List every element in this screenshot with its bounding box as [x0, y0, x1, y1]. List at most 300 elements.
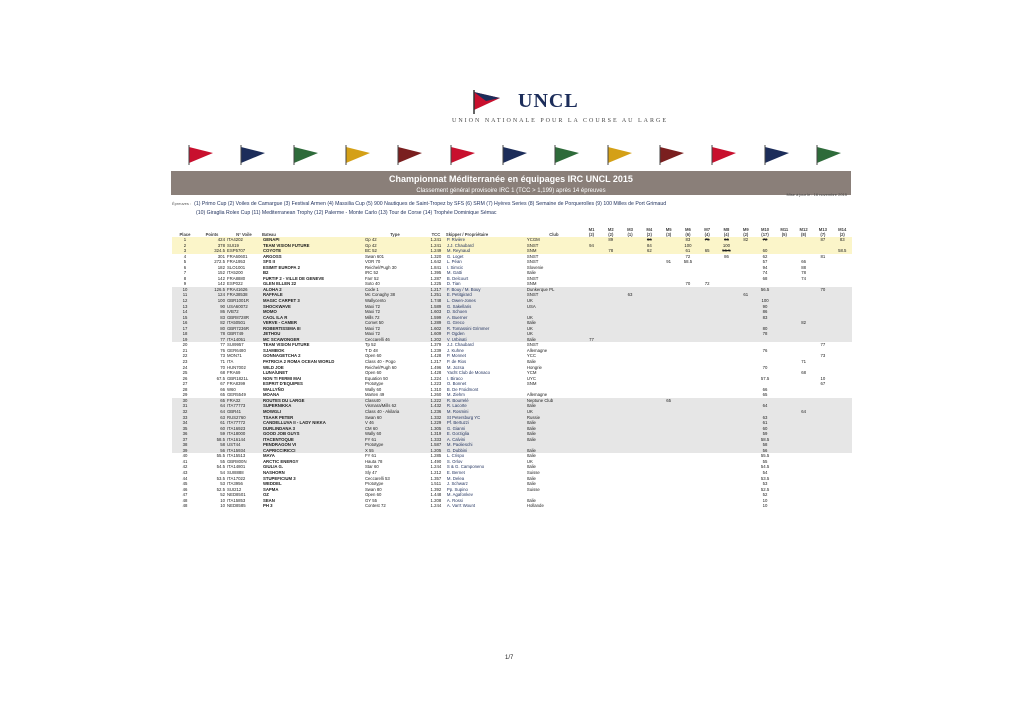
table-cell: MOMO — [262, 309, 364, 315]
uncl-logo — [452, 88, 668, 128]
score-cell — [794, 503, 813, 509]
table-cell: Italie — [526, 453, 536, 459]
table-cell: 8 — [183, 275, 187, 281]
table-cell: Tp 52 — [364, 342, 376, 348]
table-cell: 378 — [198, 243, 226, 249]
score-cell: 57 — [762, 259, 768, 265]
score-cell: 58 — [755, 442, 774, 448]
table-cell: 54.5 — [216, 464, 225, 470]
column-header: M14 (2) — [838, 227, 847, 237]
table-cell: 30 — [172, 398, 198, 404]
table-cell: 83 — [198, 315, 226, 321]
table-cell: 37 — [172, 437, 198, 443]
table-cell: 1.244 — [430, 503, 442, 509]
sponsor-logo-icon — [708, 143, 740, 167]
table-cell: ESIMIT EUROPA 2 — [262, 264, 300, 270]
table-cell: 71 — [220, 359, 225, 365]
table-cell: 3 — [172, 248, 198, 254]
table-cell: 14 — [172, 309, 198, 315]
table-cell: SJAMBOK — [262, 347, 285, 353]
table-cell: 1.217 — [430, 359, 442, 365]
table-cell: Italie — [526, 464, 536, 470]
table-cell: 1.287 — [430, 275, 442, 281]
table-cell: CANDELLUVA II - LADY NIKKA — [262, 420, 364, 426]
table-cell: V. Urbinati — [446, 337, 526, 343]
table-cell: STUPEFICIUM 3 — [262, 475, 296, 481]
score-cell: 70 — [762, 364, 768, 370]
score-cell: 87 — [813, 237, 832, 243]
sponsor-logo-icon — [394, 143, 426, 167]
table-cell: Code 1 — [364, 287, 426, 293]
sponsor-logo-icon — [551, 143, 583, 167]
score-cell: 84 — [640, 243, 659, 249]
table-cell: 1.208 — [430, 497, 442, 503]
table-cell: G. Greco — [446, 320, 526, 326]
table-cell: RUS2760 — [226, 415, 262, 421]
table-cell: Class 40 - Akilaria — [364, 409, 426, 415]
table-cell: SUI19 — [226, 243, 262, 249]
table-cell: GBR1001R — [226, 298, 262, 304]
table-cell: FRA8399 — [226, 381, 246, 387]
table-cell: 17 — [172, 326, 198, 332]
table-cell: E. Bernet — [446, 469, 465, 475]
column-header: M4 (2) — [646, 227, 653, 237]
table-cell: 1.332 — [426, 415, 446, 421]
table-cell: ROBERTISSIMA III — [262, 326, 364, 332]
score-cell: 59 — [755, 431, 774, 437]
score-cell: 74 — [762, 270, 768, 276]
table-cell: Equation 50 — [364, 375, 388, 381]
table-cell: 73 — [220, 353, 225, 359]
table-cell: UK — [526, 315, 582, 321]
table-cell: 1.432 — [426, 403, 446, 409]
table-cell: FRA69 — [226, 370, 241, 376]
table-cell: 1.511 — [430, 481, 442, 487]
table-cell: Pf. Bertuzzi — [446, 420, 526, 426]
table-cell: 6 — [183, 264, 187, 270]
table-cell: 100 — [198, 298, 226, 304]
table-cell: GBR749 — [226, 331, 262, 337]
score-cell: 64 — [794, 409, 813, 415]
table-cell: SFS II — [262, 259, 275, 265]
table-cell: 1.609 — [426, 331, 446, 337]
table-cell: 1.395 — [430, 270, 442, 276]
table-cell: 1.251 — [426, 292, 446, 298]
sponsor-logo-icon — [604, 143, 636, 167]
table-cell: 32 — [172, 409, 198, 415]
table-cell: I. Biraco — [446, 375, 463, 381]
score-cell: 65 — [698, 248, 717, 254]
table-cell: 324.5 — [198, 248, 226, 254]
table-cell: OZ — [262, 492, 269, 498]
page-subtitle: Classement général provisoire IRC 1 (TCC > 1,199) après 14 épreuves — [171, 187, 851, 195]
table-cell: R. Lacorte — [446, 403, 526, 409]
table-cell: 10 — [172, 287, 198, 293]
events-legend — [172, 199, 852, 218]
table-cell: SUI9957 — [226, 342, 244, 348]
table-cell: SUPERNIKKA — [262, 403, 364, 409]
score-cell: 10 — [820, 375, 826, 381]
table-cell: SUI212 — [226, 486, 242, 492]
table-cell: FRA60601 — [226, 253, 248, 259]
table-cell: 16 — [172, 320, 198, 326]
score-cell: 86 — [724, 253, 729, 259]
score-cell: 64 — [755, 403, 774, 409]
table-cell: Reichel/Pugh 30 — [364, 264, 397, 270]
table-cell: Wally 60 — [364, 386, 382, 392]
table-cell: 80 — [198, 326, 226, 332]
sponsor-logo-icon — [761, 143, 793, 167]
table-cell: ITA14801 — [226, 464, 246, 470]
table-cell: E. Petitgirard — [446, 292, 526, 298]
table-cell: UST44 — [226, 442, 262, 448]
table-cell: BC 52 — [364, 248, 426, 254]
table-cell: 46 — [182, 486, 188, 492]
column-header: M9 (2) — [742, 227, 749, 237]
table-cell: SAPMA — [262, 486, 279, 492]
table-cell: 39 — [172, 448, 198, 454]
table-cell: Italie — [526, 431, 582, 437]
score-cell — [640, 503, 659, 509]
table-cell: 20 — [182, 342, 188, 348]
table-cell: 64 — [198, 409, 226, 415]
table-cell: Ceccarelli 53 — [364, 475, 390, 481]
table-cell: E. Gorziglia — [446, 431, 526, 437]
score-cell: 100 — [717, 243, 736, 249]
score-cell: 55.5 — [760, 453, 770, 459]
table-cell: Open 60 — [364, 492, 382, 498]
table-cell: ESPRIT D'EQUIPES — [262, 381, 303, 387]
table-cell: 65 — [198, 398, 226, 404]
score-cell: 83 — [833, 237, 852, 243]
score-cell: 61 — [736, 292, 755, 298]
score-cell: 91 — [666, 259, 672, 265]
table-cell: GIULIA G. — [262, 464, 284, 470]
table-cell: 1.249 — [426, 248, 446, 254]
table-cell: 52 — [220, 492, 225, 498]
table-cell: Italie — [526, 420, 582, 426]
table-cell: 1.217 — [426, 287, 446, 293]
table-cell: 1.333 — [426, 437, 446, 443]
table-cell: SNM — [526, 381, 537, 387]
table-cell: ITA77773 — [226, 403, 262, 409]
score-cell: 58.5 — [833, 248, 852, 254]
table-cell: M. Paolieschi — [446, 442, 526, 448]
events-label: Épreuves : — [172, 201, 192, 206]
table-cell: ITA15853 — [226, 497, 246, 503]
table-cell: M. Jozsa — [446, 364, 465, 370]
score-cell: 75 — [698, 237, 717, 243]
table-cell: LUNA/UNET — [262, 370, 288, 376]
sponsor-logo-icon — [656, 143, 688, 167]
table-cell: ITA18000 — [226, 431, 262, 437]
table-cell: VERVE - CAMER — [262, 320, 364, 326]
table-cell: USA — [526, 304, 582, 310]
events-line-1: (1) Primo Cup (2) Voiles de Camargue (3) Festival Armen (4) Massilia Cup (5) 900 Nautiques de Saint-Tropez by SFS (6) SRM (7) Hyères Series (8) Semaine de Porquerolles (9) 100 Milles de Port Grimaud — [194, 201, 667, 207]
table-cell: F. Bouy / M. Bouy — [446, 287, 526, 293]
table-cell: MAGIC CARPET 3 — [262, 298, 364, 304]
table-cell: 1.841 — [430, 264, 442, 270]
table-cell: M. Rosmini — [446, 409, 526, 415]
table-cell: DURLINDANA 3 — [262, 426, 364, 432]
table-cell: Gp 42 — [364, 243, 426, 249]
table-cell: M. Reynaud — [446, 248, 526, 254]
score-cell — [813, 503, 832, 509]
table-cell: 48 — [182, 497, 188, 503]
sponsor-logo-icon — [813, 143, 845, 167]
table-cell: 13 — [172, 304, 198, 310]
table-cell: 27 — [182, 381, 188, 387]
table-cell: 26 — [182, 375, 188, 381]
table-cell: Soto 40 — [364, 281, 380, 287]
table-cell: 1.229 — [426, 420, 446, 426]
score-cell: 58.5 — [683, 259, 693, 265]
score-cell: 62 — [762, 253, 768, 259]
table-cell: Italie — [526, 481, 536, 487]
score-cell: 88 — [801, 264, 806, 270]
table-cell: UYC — [526, 375, 536, 381]
column-header: M3 (1) — [627, 227, 633, 237]
table-cell: 1.224 — [430, 375, 442, 381]
score-cell: 100 — [755, 298, 774, 304]
score-cell: 66 — [801, 259, 806, 265]
table-cell: GER5549 — [226, 392, 246, 398]
table-cell: 82 — [198, 320, 226, 326]
table-cell: 31 — [172, 403, 198, 409]
score-cell: 63 — [620, 292, 639, 298]
table-cell: 152 — [217, 270, 225, 276]
table-cell: ALOHA 2 — [262, 287, 364, 293]
table-cell: Farr 52 — [364, 275, 379, 281]
score-cell: 66 — [717, 237, 736, 243]
table-cell: GBR7236R — [226, 326, 262, 332]
table-cell: Italie — [526, 437, 582, 443]
table-cell: 64 — [198, 403, 226, 409]
column-header: M13 (7) — [818, 227, 827, 237]
table-cell: V 46 — [364, 420, 426, 426]
table-cell: 42 — [182, 464, 188, 470]
table-cell: ITA50501 — [226, 320, 262, 326]
score-cell: 83 — [678, 237, 697, 243]
column-header: Skipper / Propriétaire — [445, 232, 489, 237]
table-cell: ITA16923 — [226, 426, 262, 432]
table-cell: Marten 49 — [364, 392, 385, 398]
score-cell: 52.5 — [760, 486, 770, 492]
score-cell: 82 — [794, 320, 813, 326]
score-cell: 76 — [762, 347, 768, 353]
table-cell: Allemagne — [526, 392, 548, 398]
table-cell: Maxi 72 — [364, 326, 426, 332]
table-cell: 54 — [220, 469, 225, 475]
table-cell: 1.205 — [426, 448, 446, 454]
column-header: N° Voile — [236, 232, 252, 237]
table-cell: Star 60 — [364, 464, 379, 470]
table-cell: M. Gatti — [446, 270, 462, 276]
table-cell: CAOL ILA R — [262, 315, 364, 321]
table-cell: YCC — [526, 353, 536, 359]
table-cell: 1.496 — [430, 364, 442, 370]
table-cell: 1.212 — [430, 469, 442, 475]
score-cell: 54.5 — [760, 464, 770, 470]
table-cell: 67.5 — [216, 375, 225, 381]
score-cell: 60 — [755, 426, 774, 432]
table-cell: I. Simcic — [446, 264, 464, 270]
table-cell: T D 48 — [364, 347, 378, 353]
table-cell: Wallycento — [364, 298, 426, 304]
table-cell: G. Gianni — [446, 426, 526, 432]
table-cell: JETHOU — [262, 331, 364, 337]
column-header: M5 (3) — [665, 227, 672, 237]
table-cell: FRA41626 — [226, 287, 262, 293]
table-cell: 142 — [217, 281, 225, 287]
table-cell: 1.587 — [426, 442, 446, 448]
table-cell: COYOTE — [262, 248, 364, 254]
sponsor-logo-icon — [290, 143, 322, 167]
score-cell: 55 — [762, 458, 768, 464]
table-cell: B. De Froidmont — [446, 386, 479, 392]
table-cell: 12 — [172, 298, 198, 304]
table-cell: 63 — [198, 415, 226, 421]
score-cell: 81 — [820, 253, 826, 259]
table-cell: Sly 47 — [364, 469, 377, 475]
table-cell: G. Loget — [446, 253, 464, 259]
table-cell: 53.5 — [216, 475, 225, 481]
column-header: Place — [179, 232, 191, 237]
column-header: M8 (4) — [723, 227, 730, 237]
table-cell: NED8585 — [226, 503, 246, 509]
table-cell: 9 — [183, 281, 187, 287]
table-cell: GER6480 — [226, 347, 246, 353]
table-cell: PATRICIA 2 ROMA OCEAN WORLD — [262, 359, 335, 365]
table-cell: 1.748 — [426, 298, 446, 304]
column-header: M12 (8) — [799, 227, 808, 237]
table-cell: FY 61 — [364, 437, 426, 443]
table-cell: 1.392 — [430, 486, 442, 492]
table-cell: M. Delea — [446, 475, 465, 481]
score-cell: 94 — [582, 243, 601, 249]
table-cell: M. Agafonkev — [446, 492, 473, 498]
table-cell: ESP5707 — [226, 248, 262, 254]
table-cell: 1.222 — [426, 398, 446, 404]
table-cell: WILD JOE — [262, 364, 284, 370]
table-cell: YCM — [526, 370, 537, 376]
score-cell: 62 — [640, 248, 659, 254]
table-cell: 43 — [182, 469, 188, 475]
table-cell: SHOCKWAVE — [262, 304, 364, 310]
table-cell: UK — [526, 409, 582, 415]
table-cell: G. Sakellaris — [446, 304, 526, 310]
score-cell: 71 — [801, 359, 806, 365]
table-cell: 60 — [198, 426, 226, 432]
table-cell: 38 — [172, 442, 198, 448]
table-cell: NED8501 — [226, 492, 246, 498]
table-cell: 58.5 — [198, 437, 226, 443]
table-cell: Vismara/Mills 62 — [364, 403, 426, 409]
table-cell: 1 — [172, 237, 198, 243]
score-cell: 57.5 — [760, 375, 770, 381]
score-cell — [698, 503, 717, 509]
table-cell: R. Bourrelé — [446, 398, 526, 404]
table-cell: Maxi 72 — [364, 309, 426, 315]
table-cell: FRA38538 — [226, 292, 262, 298]
score-cell: 72 — [755, 237, 774, 243]
score-cell: 70 — [813, 287, 832, 293]
score-cell — [833, 503, 852, 509]
table-cell: 2 — [172, 243, 198, 249]
sponsor-logo-icon — [237, 143, 269, 167]
table-cell: CAPRICCIRICCI — [262, 448, 364, 454]
table-cell: 1.244 — [430, 464, 442, 470]
table-cell: 25 — [182, 370, 188, 376]
table-cell: Swan 80 — [364, 486, 382, 492]
table-cell: 1.310 — [430, 386, 442, 392]
table-cell: S. Orlov — [446, 458, 463, 464]
table-cell: 1.225 — [430, 281, 442, 287]
table-cell: ARGOSS — [262, 253, 282, 259]
table-cell: ITA77772 — [226, 420, 262, 426]
table-cell: GBR41 — [226, 409, 262, 415]
table-cell: Italie — [526, 426, 582, 432]
table-cell: 45 — [182, 481, 188, 487]
table-cell: NON TI FERMI MAI — [262, 375, 302, 381]
table-cell: SNST — [526, 292, 582, 298]
table-cell: 182 — [217, 264, 225, 270]
score-cell — [620, 503, 639, 509]
table-cell: CM 60 — [364, 426, 426, 432]
table-cell: R. Tomassini Grimmer — [446, 326, 526, 332]
score-cell: 74 — [801, 275, 806, 281]
table-cell: GENAPI — [262, 237, 364, 243]
table-cell: FRA32 — [226, 398, 262, 404]
score-cell — [775, 503, 794, 509]
table-cell: 66 — [220, 386, 225, 392]
table-cell: Neptune Club — [526, 398, 582, 404]
table-cell: GBR1821L — [226, 375, 249, 381]
score-cell: 53.5 — [760, 475, 770, 481]
table-cell: ITA4202 — [226, 237, 262, 243]
score-cell: 10 — [762, 497, 768, 503]
table-cell: 1.260 — [430, 392, 442, 398]
table-cell: 1.599 — [426, 315, 446, 321]
table-cell: 65 — [220, 392, 225, 398]
table-cell: 1.428 — [430, 353, 442, 359]
score-cell: 82 — [736, 237, 755, 243]
table-cell: Allemagne — [526, 347, 548, 353]
table-cell: Open 60 — [364, 353, 382, 359]
results-table — [172, 226, 852, 509]
table-cell: 33 — [172, 415, 198, 421]
table-cell: SUI8888 — [226, 469, 244, 475]
table-cell: 11 — [172, 292, 198, 298]
table-cell: 78 — [198, 331, 226, 337]
table-cell: FRA8880 — [226, 275, 246, 281]
table-cell: FY 61 — [364, 453, 377, 459]
table-cell: A. Rossi — [446, 497, 463, 503]
table-cell: 126.5 — [198, 287, 226, 293]
score-cell: 61 — [755, 420, 774, 426]
table-cell: G. Dubbini — [446, 448, 526, 454]
brand-tagline: UNION NATIONALE POUR LA COURSE AU LARGE — [452, 118, 668, 124]
table-cell: 1.223 — [430, 381, 442, 387]
column-header: M6 (6) — [684, 227, 691, 237]
table-cell: 142 — [217, 275, 225, 281]
table-cell: Yacht Club de Monaco — [446, 370, 491, 376]
table-cell: 5 — [183, 259, 187, 265]
table-cell: 1.320 — [430, 253, 442, 259]
table-cell: 15 — [172, 315, 198, 321]
table-cell: 18 — [172, 331, 198, 337]
table-cell: ITA15513 — [226, 453, 246, 459]
